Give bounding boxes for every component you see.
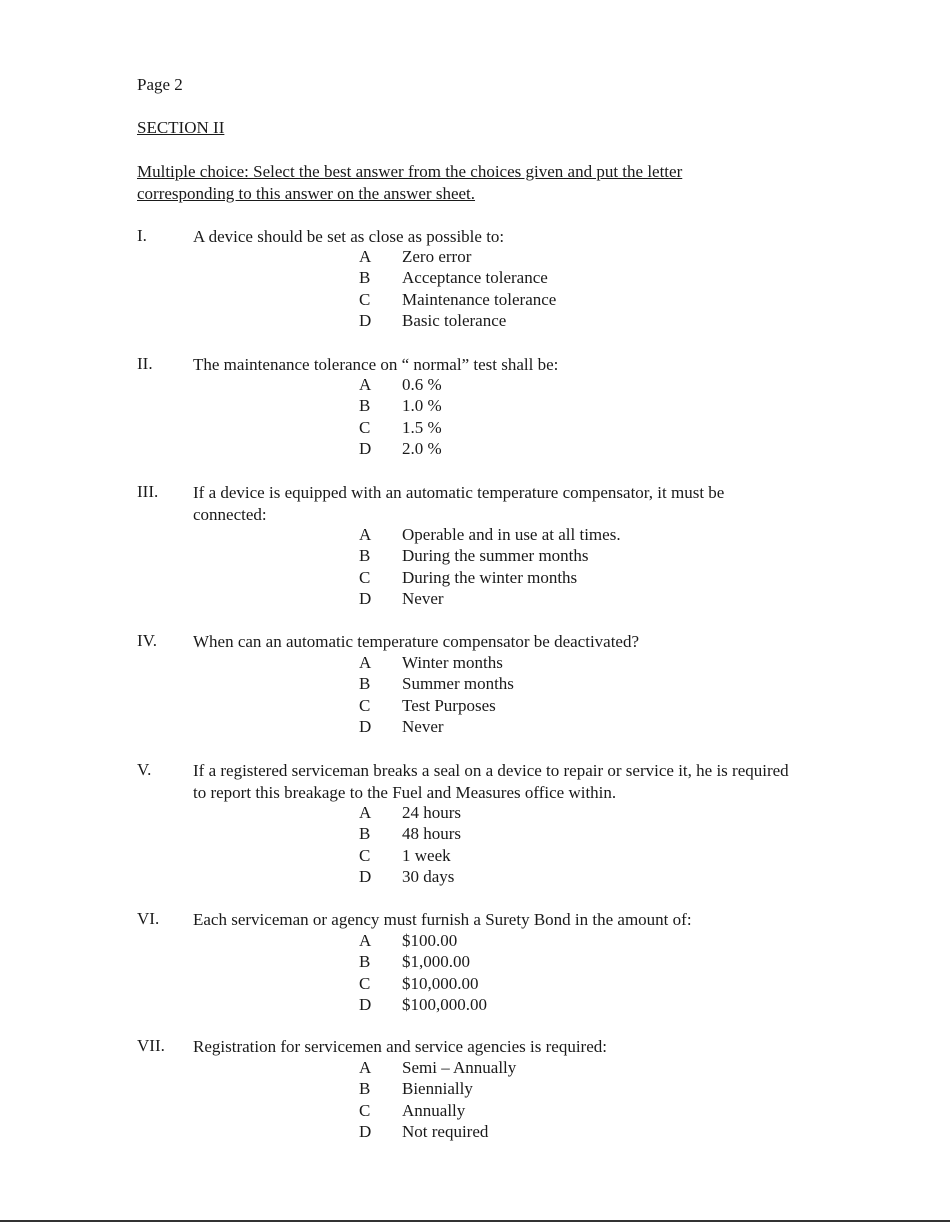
choice-b (359, 951, 487, 972)
choice-a (359, 374, 442, 395)
choice-letter: C (359, 695, 371, 715)
question-text: The maintenance tolerance on “ normal” test shall be: (193, 355, 559, 374)
question-text: If a registered serviceman breaks a seal on a device to repair or service it, he is required to report this breakage to the Fuel and Measures office within. (193, 761, 789, 802)
choice-list (359, 802, 461, 888)
choice-letter: D (359, 717, 372, 737)
question-text: Registration for servicemen and service agencies is required: (193, 1037, 607, 1056)
question-number: I. (137, 226, 147, 245)
choice-a (359, 930, 487, 951)
choice-text: 1 week (402, 845, 451, 865)
choice-b (359, 395, 442, 416)
choice-text: 2.0 % (402, 439, 442, 459)
choice-letter: D (359, 311, 372, 331)
choice-text: Summer months (402, 674, 514, 694)
choice-letter: C (359, 973, 371, 993)
choice-letter: A (359, 1058, 372, 1077)
choice-text: Never (402, 589, 444, 609)
choice-text: 0.6 % (402, 375, 442, 394)
choice-text: Winter months (402, 653, 503, 672)
choice-letter: A (359, 653, 372, 672)
choice-b (359, 1078, 516, 1099)
choice-text: $100,000.00 (402, 995, 487, 1015)
question-number: II. (137, 354, 153, 373)
choice-letter: C (359, 289, 371, 309)
choice-c (359, 1100, 516, 1121)
choice-letter: B (359, 268, 371, 288)
choice-text: 1.0 % (402, 396, 442, 416)
question-text: A device should be set as close as possible to: (193, 227, 505, 246)
choice-text: 1.5 % (402, 417, 442, 437)
choice-letter: C (359, 845, 371, 865)
choice-d (359, 310, 556, 331)
bottom-rule (0, 1220, 950, 1222)
choice-b (359, 545, 621, 566)
choice-letter: D (359, 439, 372, 459)
choice-b (359, 267, 556, 288)
choice-d (359, 438, 442, 459)
choice-letter: D (359, 867, 372, 887)
choice-letter: B (359, 396, 371, 416)
choice-letter: D (359, 589, 372, 609)
choice-letter: C (359, 417, 371, 437)
choice-text: 48 hours (402, 824, 462, 844)
choice-d (359, 1121, 516, 1142)
choice-text: Not required (402, 1122, 489, 1142)
choice-text: Basic tolerance (402, 311, 507, 331)
page-number: Page 2 (137, 75, 183, 94)
choice-b (359, 823, 461, 844)
choice-text: Acceptance tolerance (402, 268, 548, 288)
choice-b (359, 673, 514, 694)
choice-list (359, 246, 556, 332)
choice-list (359, 1057, 516, 1143)
choice-letter: A (359, 931, 372, 950)
choice-text: $1,000.00 (402, 952, 470, 972)
choice-c (359, 417, 442, 438)
choice-text: Operable and in use at all times. (402, 525, 621, 544)
choice-c (359, 289, 556, 310)
choice-text: $100.00 (402, 931, 458, 950)
choice-letter: C (359, 1100, 371, 1120)
choice-a (359, 652, 514, 673)
choice-letter: B (359, 952, 371, 972)
choice-list (359, 930, 487, 1016)
choice-letter: B (359, 824, 371, 844)
choice-list (359, 652, 514, 738)
choice-text: Semi – Annually (402, 1058, 517, 1077)
choice-letter: D (359, 995, 372, 1015)
question-number: VII. (137, 1036, 165, 1055)
choice-a (359, 524, 621, 545)
choice-c (359, 695, 514, 716)
choice-letter: B (359, 1079, 371, 1099)
choice-letter: A (359, 803, 372, 822)
question-number: IV. (137, 631, 157, 650)
choice-text: During the winter months (402, 567, 578, 587)
choice-a (359, 802, 461, 823)
choice-letter: A (359, 247, 372, 266)
choice-text: Test Purposes (402, 695, 496, 715)
choice-d (359, 866, 461, 887)
question-number: III. (137, 482, 159, 501)
choice-list (359, 524, 621, 610)
choice-letter: B (359, 546, 371, 566)
choice-text: Maintenance tolerance (402, 289, 557, 309)
choice-text: $10,000.00 (402, 973, 479, 993)
choice-text: 30 days (402, 867, 455, 887)
choice-letter: D (359, 1122, 372, 1142)
choice-c (359, 567, 621, 588)
choice-text: Biennially (402, 1079, 473, 1099)
choice-a (359, 246, 556, 267)
choice-d (359, 716, 514, 737)
choice-letter: A (359, 375, 372, 394)
choice-letter: C (359, 567, 371, 587)
question-text: If a device is equipped with an automatic temperature compensator, it must be connected: (193, 483, 725, 524)
choice-list (359, 374, 442, 460)
question-text: Each serviceman or agency must furnish a Surety Bond in the amount of: (193, 910, 692, 929)
question-text: When can an automatic temperature compensator be deactivated? (193, 632, 640, 651)
choice-d (359, 994, 487, 1015)
choice-text: Annually (402, 1100, 466, 1120)
choice-text: 24 hours (402, 803, 462, 822)
section-title: SECTION II (137, 118, 225, 137)
choice-c (359, 973, 487, 994)
choice-text: Zero error (402, 247, 472, 266)
choice-c (359, 845, 461, 866)
question-number: VI. (137, 909, 160, 928)
choice-a (359, 1057, 516, 1078)
question-number: V. (137, 760, 152, 779)
choice-letter: B (359, 674, 371, 694)
choice-letter: A (359, 525, 372, 544)
choice-text: Never (402, 717, 444, 737)
choice-d (359, 588, 621, 609)
choice-text: During the summer months (402, 546, 589, 566)
instructions: Multiple choice: Select the best answer from the choices given and put the letter corresponding to this answer on the answer sheet. (137, 162, 683, 203)
